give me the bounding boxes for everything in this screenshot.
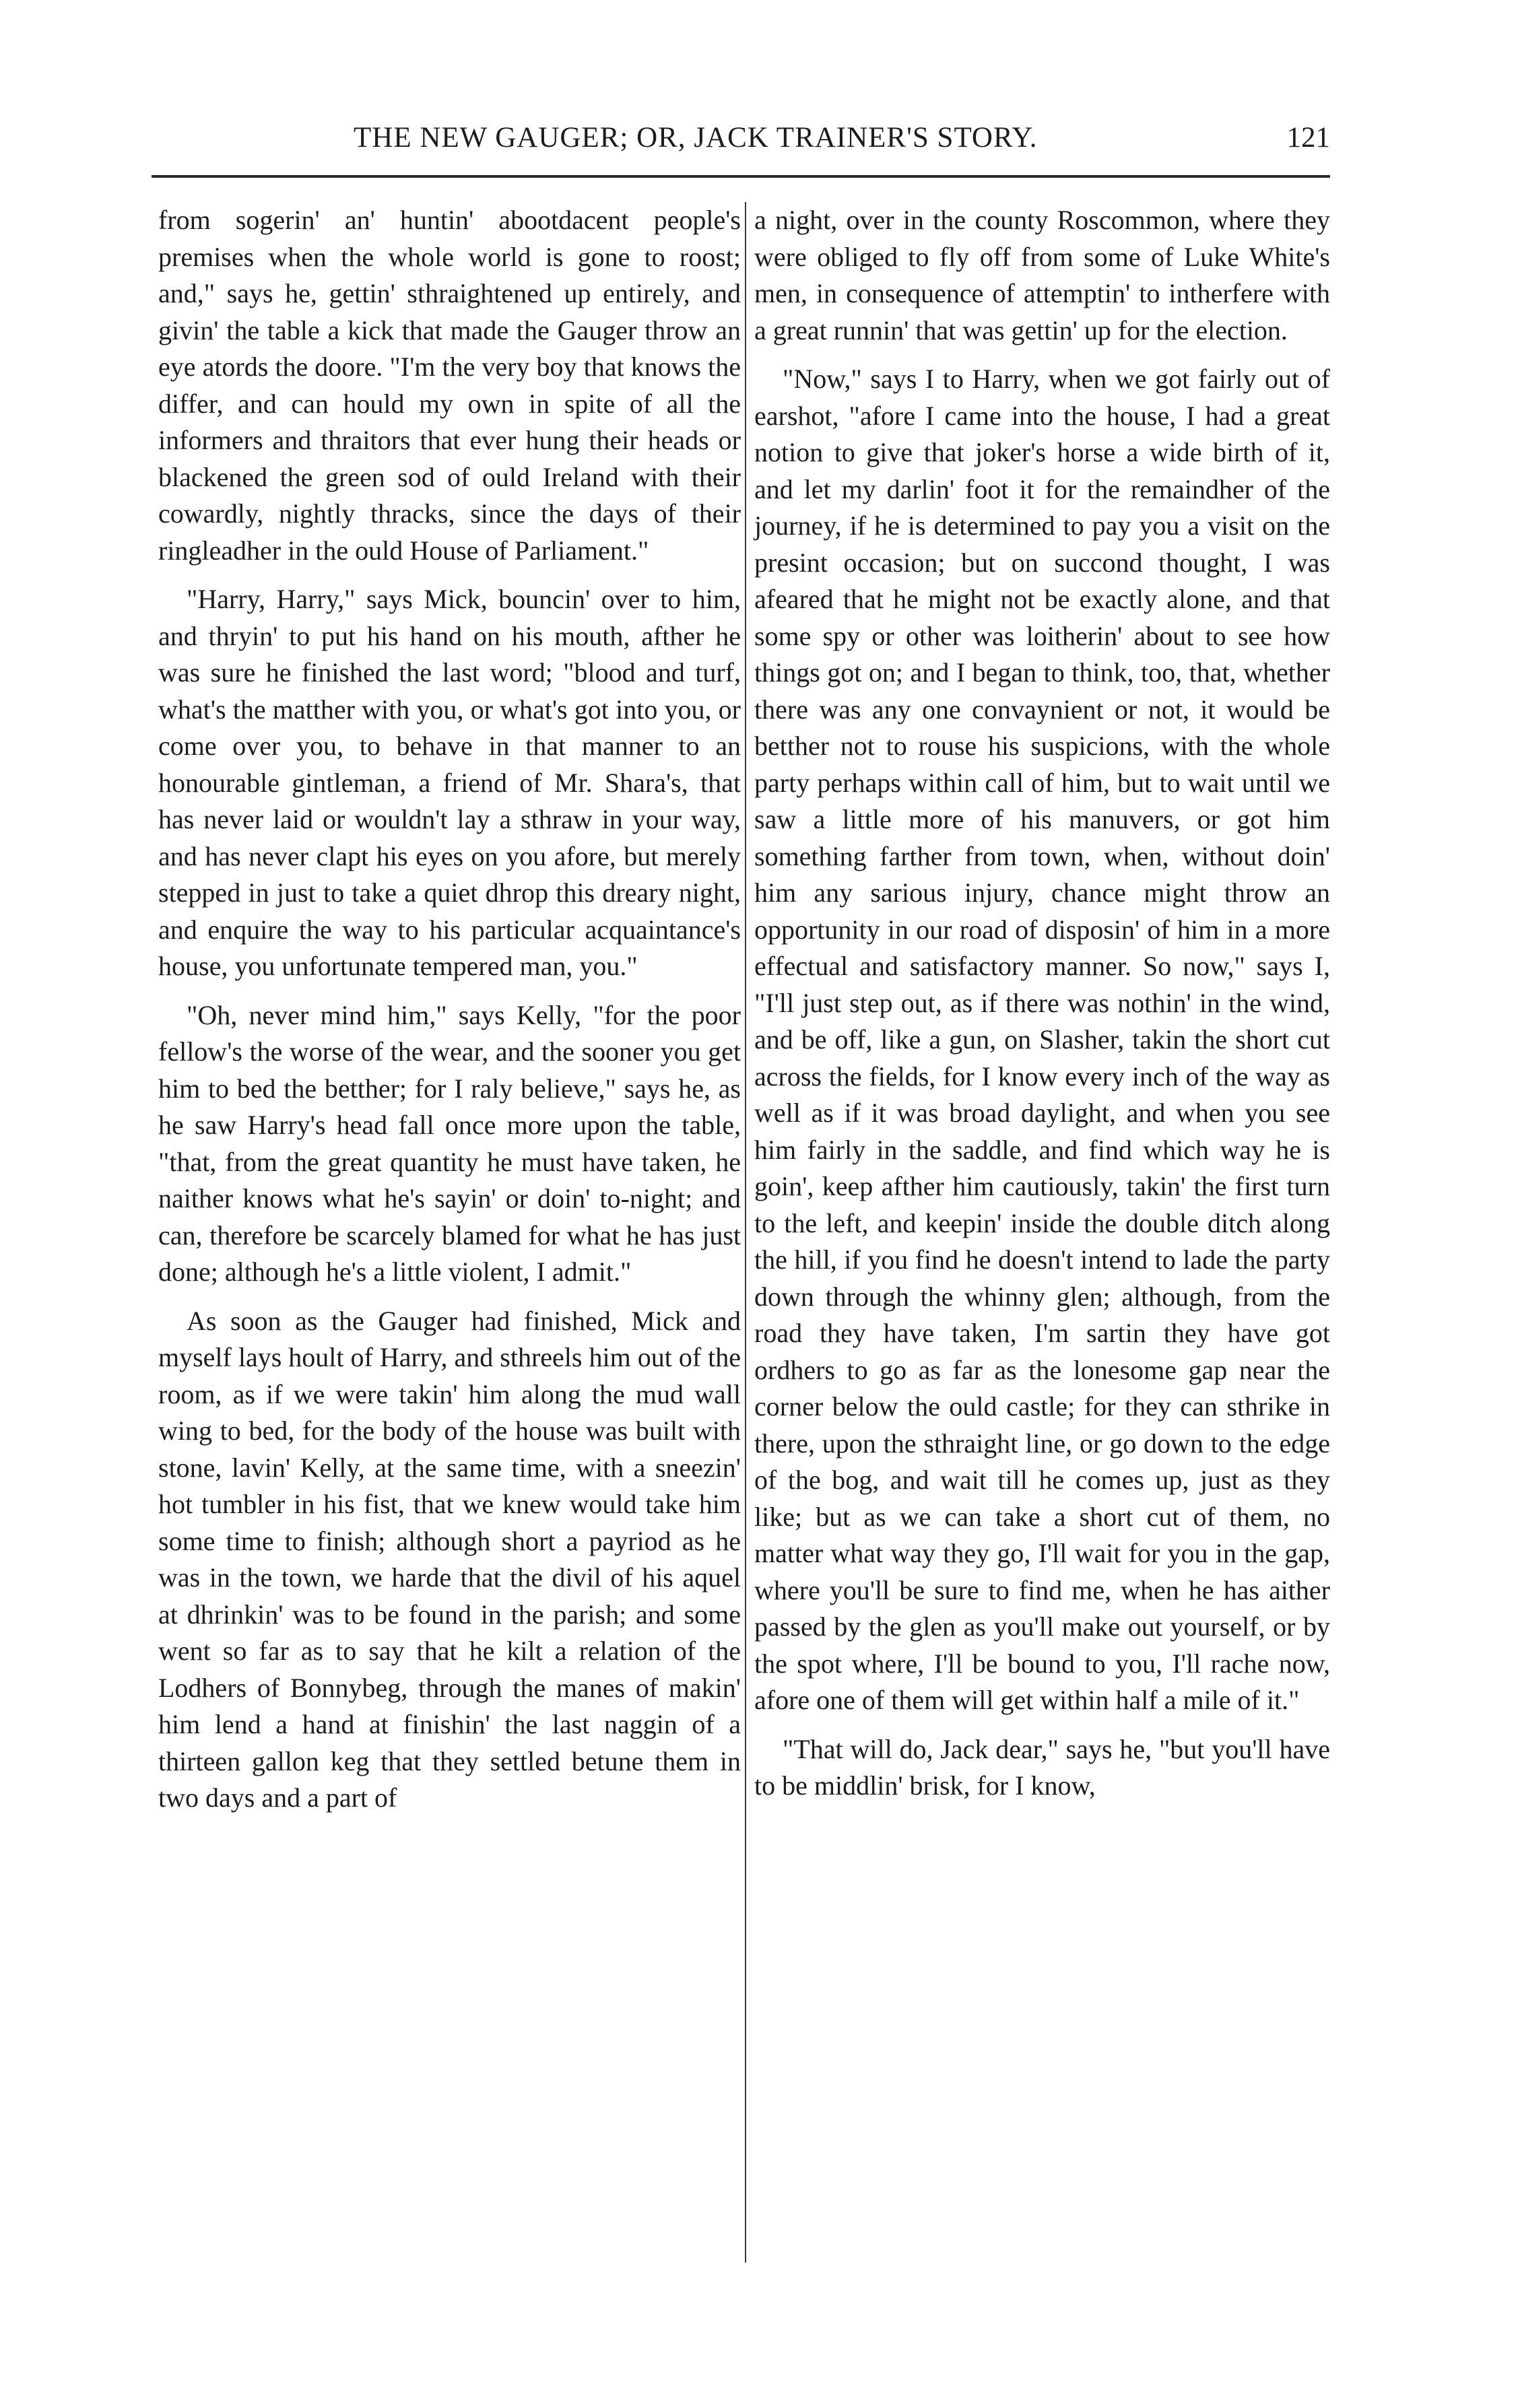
running-header xyxy=(152,101,1330,178)
paragraph: "Oh, never mind him," says Kelly, "for the poor fellow's the worse of the wear, and the sooner you get him to bed the betther; for I raly believe," says he, as he saw Harry's head fall once more upon the table, "that, from the great quantity he must have taken, he naither knows what he's sayin' or doin' to-night; and can, therefore be scarcely blamed for what he has just done; although he's a little violent, I admit." xyxy=(158,999,741,1287)
running-title: THE NEW GAUGER; OR, JACK TRAINER'S STORY. xyxy=(354,122,1038,154)
paragraph: a night, over in the county Roscommon, where they were obliged to fly off from some of Luke White's men, in consequence of attemptin' to intherfere with a great runnin' that was gettin' up for the election. xyxy=(754,205,1330,345)
page-number: 121 xyxy=(1286,122,1330,154)
paragraph: from sogerin' an' huntin' abootdacent people's premises when the whole world is gone to roost; and," says he, gettin' sthraightened up entirely, and givin' the table a kick that made the Gauger throw an eye atords the doore. "I'm the very boy that knows the differ, and can hould my own in spite of all the informers and thraitors that ever hung their heads or blackened the green sod of ould Ireland with their cowardly, nightly thracks, since the days of their ringleadher in the ould House of Parliament." xyxy=(158,205,741,566)
paragraph: "Harry, Harry," says Mick, bouncin' over to him, and thryin' to put his hand on his mouth, afther he was sure he finished the last word; "blood and turf, what's the matther with you, or what's got into you, or come over you, to behave in that manner to an honourable gintleman, a friend of Mr. Shara's, that has never laid or wouldn't lay a sthraw in your way, and has never clapt his eyes on you afore, but merely stepped in just to take a quiet dhrop this dreary night, and enquire the way to his particular acquaintance's house, you unfortunate tempered man, you." xyxy=(158,584,741,981)
paragraph: "Now," says I to Harry, when we got fairly out of earshot, "afore I came into the house, I had a great notion to give that joker's horse a wide birth of it, and let my darlin' foot it for the remaindher of the journey, if he is determined to pay you a visit on the presint occasion; but on succond thought, I was afeared that he might not be exactly alone, and that some spy or other was loitherin' about to see how things got on; and I began to think, too, that, whether there was any one convaynient or not, it would be betther not to rouse his suspicions, with the whole party perhaps within call of him, but to wait until we saw a little more of his manuvers, or got him something farther from town, when, without doin' him any sarious injury, chance might throw an opportunity in our road of disposin' of him in a more effectual and satisfactory manner. So now," says I, "I'll just step out, as if there was nothin' in the wind, and be off, like a gun, on Slasher, takin the short cut across the fields, for I know every inch of the way as well as if it was broad daylight, and when you see him fairly in the saddle, and find which way he is goin', keep afther him cautiously, takin' the first turn to the left, and keepin' inside the double ditch along the hill, if you find he doesn't intend to lade the party down through the whinny glen; although, from the road they have taken, I'm sartin they have got ordhers to go as far as the lonesome gap near the corner below the ould castle; for they can sthrike in there, upon the sthraight line, or go down to the edge of the bog, and wait till he comes up, just as they like; but as we can take a short cut of them, no matter what way they go, I'll wait for you in the gap, where you'll be sure to find me, when he has aither passed by the glen as you'll make out yourself, or by the spot where, I'll be bound to you, I'll rache now, afore one of them will get within half a mile of it." xyxy=(754,364,1330,1715)
column-divider xyxy=(745,202,746,2263)
paragraph: As soon as the Gauger had finished, Mick and myself lays hoult of Harry, and sthreels him out of the room, as if we were takin' him along the mud wall wing to bed, for the body of the house was built with stone, lavin' Kelly, at the same time, with a sneezin' hot tumbler in his fist, that we knew would take him some time to finish; although short a payriod as he was in the town, we harde that the divil of his aquel at dhrinkin' was to be found in the parish; and some went so far as to say that he kilt a relation of the Lodhers of Bonnybeg, through the manes of makin' him lend a hand at finishin' the last naggin of a thirteen gallon keg that they settled betune them in two days and a part of xyxy=(158,1305,741,1813)
right-column xyxy=(754,202,1330,1817)
paragraph: "That will do, Jack dear," says he, "but you'll have to be middlin' brisk, for I know, xyxy=(754,1733,1330,1801)
left-column xyxy=(158,202,741,1829)
